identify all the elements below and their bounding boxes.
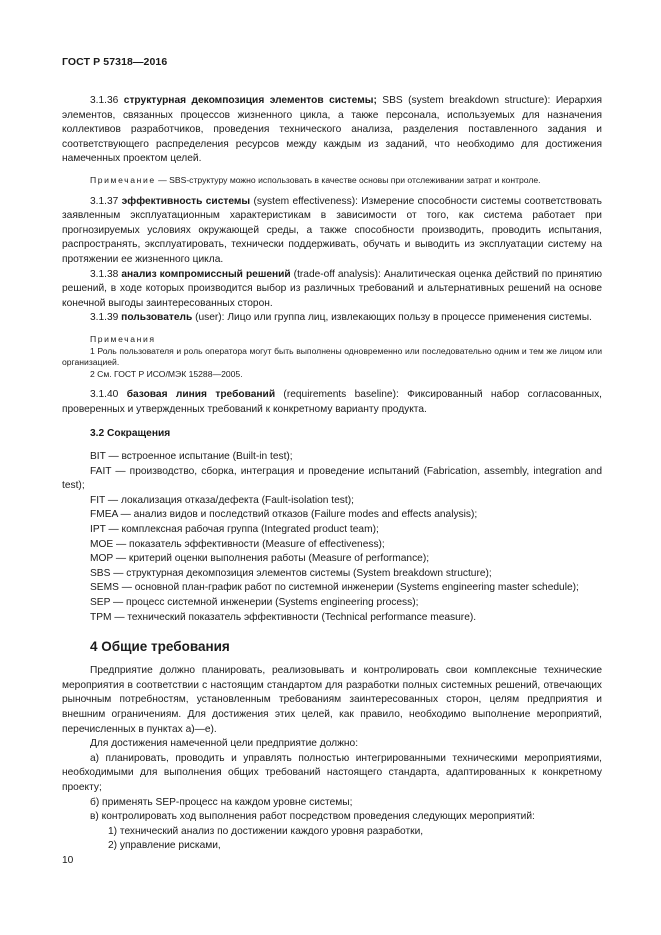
term-3-1-36: 3.1.36 структурная декомпозиция элементов системы; SBS (system breakdown structure): Иерархия элементов, связанных процессов жизненного цикла, а также персонала, используемых для назначения коллективов разработчиков, проведения технического анализа, разделения поставленного задания и соответствующего распределения ресурсов между каждым из заданий, что необходимо для достижения намеченных проектом целей. — [62, 95, 602, 165]
document-header: ГОСТ Р 57318—2016 — [62, 56, 168, 68]
term-3-1-39: 3.1.39 пользователь (user): Лицо или группа лиц, извлекающих пользу в процессе применения системы. — [90, 312, 592, 324]
abbr-fait: FAIT — производство, сборка, интеграция и проведение испытаний (Fabrication, assembly, integration and test); — [62, 465, 602, 492]
abbr-sems: SEMS — основной план-график работ по системной инженерии (Systems engineering master schedule); — [90, 582, 579, 594]
section-4-title: 4 Общие требования — [90, 639, 230, 655]
note-item-2: 2 См. ГОСТ Р ИСО/МЭК 15288—2005. — [90, 368, 243, 379]
abbr-tpm: TPM — технический показатель эффективности (Technical performance measure). — [90, 611, 477, 623]
page-number: 10 — [62, 855, 74, 866]
note-sbs: Примечание — SBS-структуру можно использовать в качестве основы при отслеживании затрат и контроле. — [90, 174, 541, 185]
note-item-1: 1 Роль пользователя и роль оператора могут быть выполнены одновременно или последовательно одним и тем же лицом или организацией. — [62, 345, 602, 368]
term-3-1-37: 3.1.37 эффективность системы (system effectiveness): Измерение способности системы соответствовать заявленным эксплуатационным характеристикам в зависимости от того, как система работает при прогнозируемых условиях окружающей среды, а также способности производить, проводить испытания, распространять, эксплуатировать, технически поддерживать, обучать и выводить из эксплуатации систему на протяжении ее жизненного цикла. — [62, 195, 602, 265]
abbr-fit: FIT — локализация отказа/дефекта (Fault-isolation test); — [90, 494, 354, 506]
abbr-mop: MOP — критерий оценки выполнения работы (Measure of performance); — [90, 553, 430, 565]
section-4-item-b: б) применять SEP-процесс на каждом уровне системы; — [90, 796, 353, 808]
section-4-subitem-1: 1) технический анализ по достижении каждого уровня разработки, — [108, 825, 424, 837]
abbr-moe: MOE — показатель эффективности (Measure of effectiveness); — [90, 538, 385, 550]
section-4-para-2: Для достижения намеченной цели предприятие должно: — [90, 738, 359, 750]
abbreviations-title: 3.2 Сокращения — [90, 428, 171, 440]
section-4-item-c: в) контролировать ход выполнения работ посредством проведения следующих мероприятий: — [90, 811, 535, 823]
notes-label: Примечания — [90, 333, 156, 344]
section-4-para-1: Предприятие должно планировать, реализовывать и контролировать свои комплексные технические мероприятия в соответствии с настоящим стандартом для разработки полных системных решений, отвечающих рыночным потребностям, установленным требованиям заинтересованных сторон, целям предприятия и внешним ограничениям. Для достижения этих целей, как правило, необходимо выполнение мероприятий, перечисленных в пунктах а)—е). — [62, 665, 602, 735]
section-4-subitem-2: 2) управление рисками, — [108, 840, 221, 852]
term-3-1-40: 3.1.40 базовая линия требований (requirements baseline): Фиксированный набор согласованных, проверенных и утвержденных требований к конкретному варианту продукта. — [62, 389, 602, 415]
document-page — [62, 56, 602, 854]
abbr-sep: SEP — процесс системной инженерии (Systems engineering process); — [90, 597, 419, 608]
abbr-sbs: SBS — структурная декомпозиция элементов системы (System breakdown structure); — [90, 567, 492, 579]
term-3-1-38: 3.1.38 анализ компромиссный решений (trade-off analysis): Аналитическая оценка действий по принятию решений, в ходе которых производится выбор из различных требований и альтернативных решений на основе конечной выгоды заинтересованных сторон. — [62, 268, 602, 309]
section-4-item-a: а) планировать, проводить и управлять полностью интегрированными техническими мероприятиями, необходимыми для выполнения общих требований настоящего стандарта, адаптированных к конкретному проекту; — [62, 752, 602, 793]
abbr-bit: BIT — встроенное испытание (Built-in test); — [90, 451, 293, 463]
abbr-fmea: FMEA — анализ видов и последствий отказов (Failure modes and effects analysis); — [90, 509, 478, 521]
abbr-ipt: IPT — комплексная рабочая группа (Integrated product team); — [90, 524, 379, 536]
